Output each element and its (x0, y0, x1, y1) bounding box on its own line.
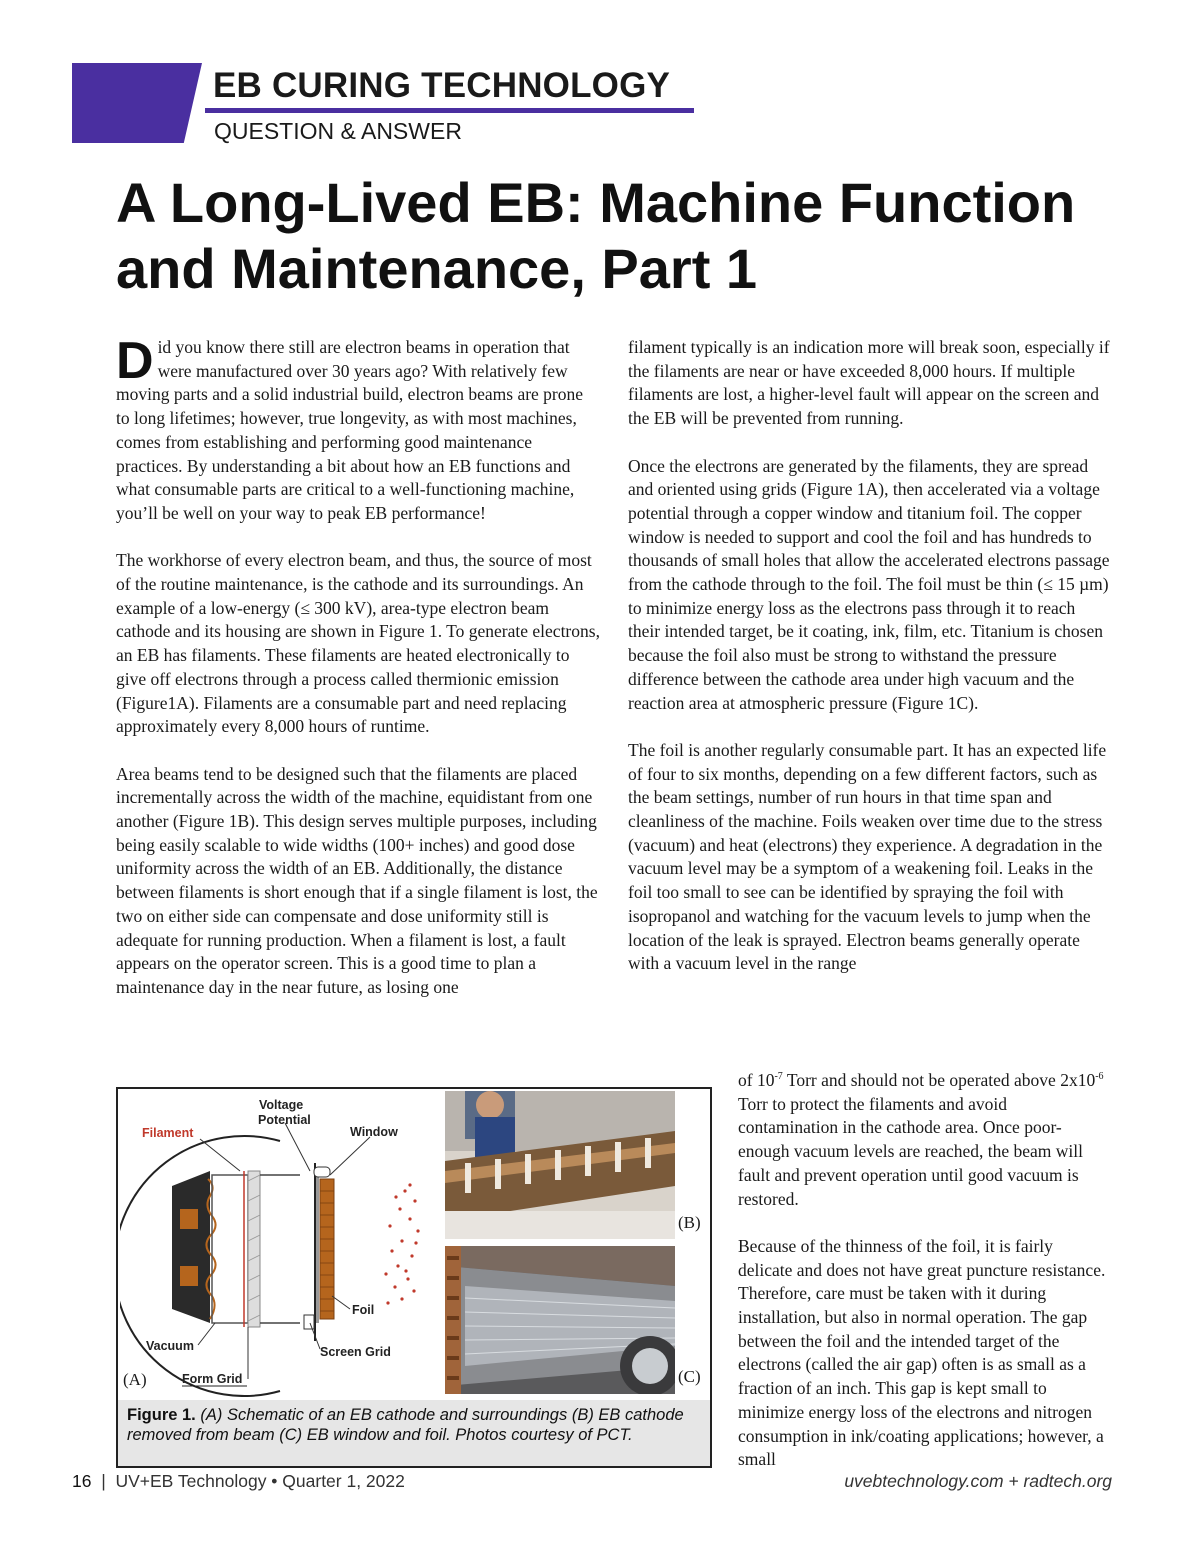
drop-cap: D (116, 332, 154, 390)
header-accent-block (72, 63, 202, 143)
footer-left (72, 1471, 405, 1492)
superscript: -6 (1095, 1071, 1104, 1083)
panel-a-label: (A) (123, 1370, 147, 1389)
window-cap (304, 1315, 314, 1329)
foil-strip (316, 1175, 319, 1323)
paragraph: The workhorse of every electron beam, and thus, the source of most of the routine maintenance, is the cathode and its surroundings. An example of a low-energy (≤ 300 kV), area-type electron beam cathode and its housing are shown in Figure 1. To generate electrons, an EB has filaments. These filaments are heated electronically to give off electrons through a process called thermionic emission (Figure1A). Filaments are a consumable part and need replacing approximately every 8,000 hours of runtime. (116, 550, 600, 737)
cathode-pad (180, 1209, 198, 1229)
figure-1 (116, 1087, 712, 1468)
form-grid (212, 1175, 248, 1323)
caption-label: Figure 1. (127, 1406, 196, 1424)
paragraph: filament typically is an indication more will break soon, especially if the filaments are near or have exceeded 8,000 hours. If multiple filaments are lost, a higher-level fault will appear on the screen and the EB will be prevented from running. (628, 337, 1110, 429)
window-cap (314, 1167, 330, 1177)
voltage-label: Potential (258, 1113, 311, 1127)
text-run: Torr to protect the filaments and avoid contamination in the cathode area. Once poor-enough vacuum levels are reached, the beam will fault and prevent operation until good vacuum is restored. (738, 1093, 1083, 1209)
photo-window-foil (445, 1246, 675, 1394)
text-run: Torr and should not be operated above 2x10 (782, 1070, 1096, 1090)
paragraph: Area beams tend to be designed such that the filaments are placed incrementally across the width of the machine, equidistant from one another (Figure 1B). This design serves multiple purposes, including being easily scalable to wide widths (100+ inches) and good dose uniformity across the width of an EB. Additionally, the distance between filaments is short enough that if a single filament is lost, the two on either side can compensate and dose uniformity still is adequate for running production. When a filament is lost, a fault appears on the operator screen. This is a good time to plan a maintenance day in the near future, as losing one (116, 763, 598, 997)
screen-grid-label: Screen Grid (320, 1345, 391, 1359)
copper-window (320, 1179, 334, 1319)
text-column-2 (628, 336, 1110, 1000)
paragraph (738, 1069, 1110, 1211)
panel-b-label: (B) (678, 1213, 701, 1232)
vacuum-label: Vacuum (146, 1339, 194, 1353)
section-title: EB CURING TECHNOLOGY (213, 66, 671, 105)
cathode-schematic (120, 1091, 442, 1397)
paragraph: Because of the thinness of the foil, it is fairly delicate and does not have great puncture resistance. Therefore, care must be taken with it during installation, but also in normal operation. The gap between the foil and the intended target of the electrons (called the air gap) often is as small as a fraction of an inch. This gap is kept small to minimize energy loss of the electrons and nitrogen consumption in ink/coating applications; however, a small (738, 1235, 1106, 1470)
paragraph: Once the electrons are generated by the filaments, they are spread and oriented using grids (Figure 1A), then accelerated via a voltage potential through a copper window and titanium foil. The copper window is needed to support and cool the foil and has hundreds to thousands of small holes that allow the accelerated electrons passage from the cathode through to the foil. The foil must be thin (≤ 15 µm) to minimize energy loss as the electrons pass through it to reach their intended target, be it coating, ink, film, etc. Titanium is chosen because the foil also must be strong to withstand the pressure difference between the cathode area under high vacuum and the reaction area at atmospheric pressure (Figure 1C). (628, 455, 1110, 713)
cathode-wall (260, 1175, 300, 1323)
superscript: -7 (774, 1071, 783, 1083)
cathode-body (172, 1171, 210, 1323)
voltage-label: Voltage (259, 1098, 304, 1112)
photo-cathode-removed (445, 1091, 675, 1239)
foil-label: Foil (352, 1303, 375, 1317)
window-label: Window (350, 1125, 398, 1139)
footer-websites: uvebtechnology.com + radtech.org (844, 1471, 1112, 1491)
cathode-pad (180, 1266, 198, 1286)
paragraph (116, 332, 601, 526)
panel-c-label: (C) (678, 1367, 701, 1386)
text-column-3 (738, 1069, 1110, 1496)
footer-separator: | (101, 1471, 106, 1491)
text-run: of 10 (738, 1070, 775, 1090)
publication-name: UV+EB Technology • Quarter 1, 2022 (115, 1471, 405, 1491)
electron-dots (384, 1183, 419, 1304)
header-rule (205, 108, 694, 113)
screen-grid (248, 1171, 260, 1327)
filament-label: Filament (142, 1126, 194, 1140)
text-column-1 (116, 332, 601, 1023)
page-number: 16 (72, 1471, 92, 1491)
paragraph-text: id you know there still are electron beams in operation that were manufactured over 30 years ago? With relatively few moving parts and a solid industrial build, electron beams are prone to long lifetimes; however, true longevity, as with most machines, comes from establishing and performing good maintenance practices. By understanding a bit about how an EB functions and what consumable parts are critical to a well-functioning machine, you’ll be well on your way to peak EB performance! (116, 337, 584, 523)
figure-caption (118, 1400, 710, 1466)
article-title: A Long-Lived EB: Machine Function and Maintenance, Part 1 (116, 171, 1076, 300)
paragraph: The foil is another regularly consumable part. It has an expected life of four to six months, depending on a few different factors, such as the beam settings, number of run hours in that time span and cleanliness of the machine. Foils weaken over time due to the stress (vacuum) and heat (electrons) they experience. A degradation in the vacuum level may be a symptom of a weakening foil. Leaks in the foil too small to see can be identified by spraying the foil with isopropanol and watching for the vacuum levels to jump when the location of the leak is sprayed. Electron beams generally operate with a vacuum level in the range (628, 739, 1107, 974)
section-subtitle: QUESTION & ANSWER (214, 118, 462, 144)
caption-text: (A) Schematic of an EB cathode and surroundings (B) EB cathode removed from beam (C) EB window and foil. Photos courtesy of PCT. (127, 1406, 684, 1444)
form-grid-label: Form Grid (182, 1372, 243, 1386)
